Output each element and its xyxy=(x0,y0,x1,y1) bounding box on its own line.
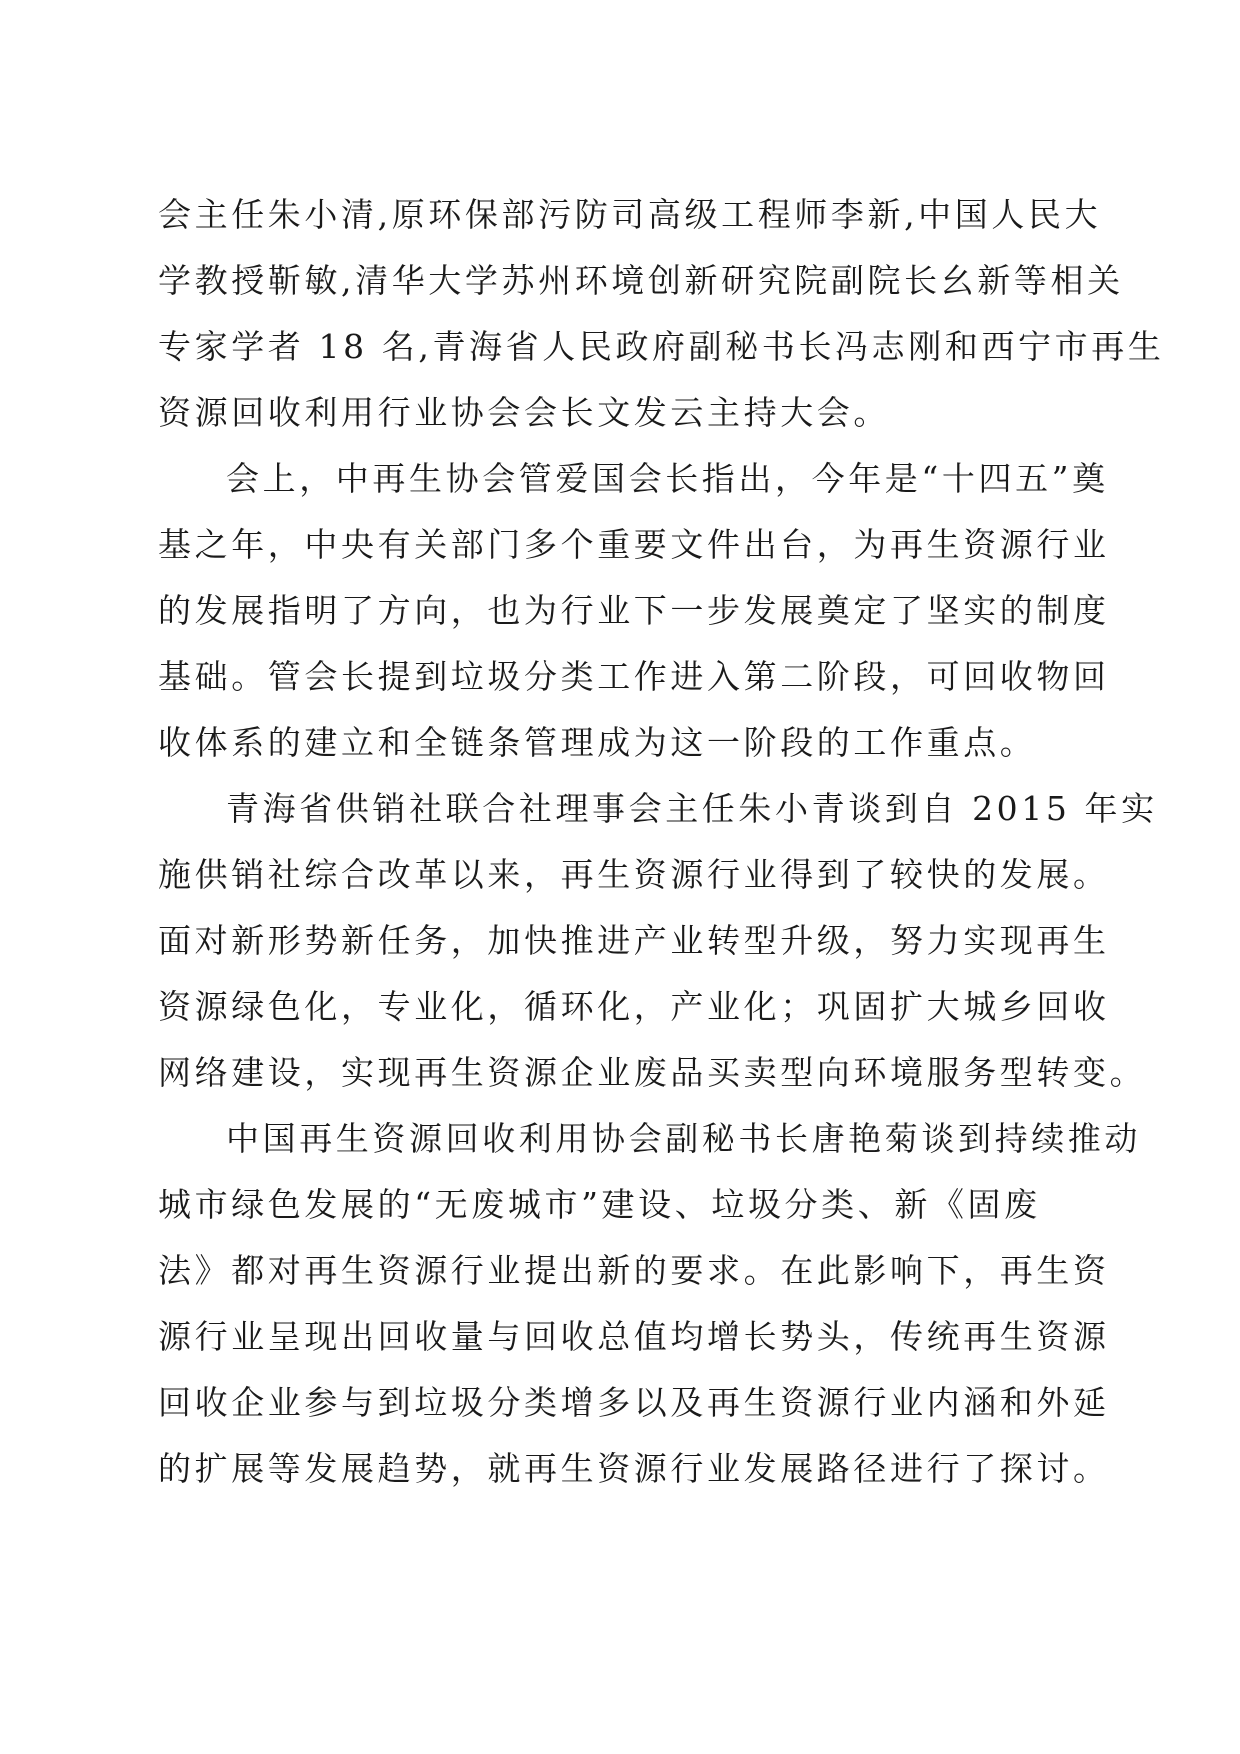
text-line-11: 施供销社综合改革以来，再生资源行业得到了较快的发展。 xyxy=(158,855,1110,894)
text-line-12: 面对新形势新任务，加快推进产业转型升级，努力实现再生 xyxy=(158,921,1110,960)
text-line-19: 回收企业参与到垃圾分类增多以及再生资源行业内涵和外延 xyxy=(158,1383,1110,1422)
text-line-8: 基础。管会长提到垃圾分类工作进入第二阶段，可回收物回 xyxy=(158,657,1110,696)
text-line-6: 基之年，中央有关部门多个重要文件出台，为再生资源行业 xyxy=(158,525,1110,564)
text-line-15: 中国再生资源回收利用协会副秘书长唐艳菊谈到持续推动 xyxy=(226,1119,1141,1158)
text-line-4: 资源回收利用行业协会会长文发云主持大会。 xyxy=(158,393,890,432)
text-line-10: 青海省供销社联合社理事会主任朱小青谈到自 2015 年实 xyxy=(226,789,1158,828)
text-line-17: 法》都对再生资源行业提出新的要求。在此影响下，再生资 xyxy=(158,1251,1110,1290)
text-line-2: 学教授靳敏,清华大学苏州环境创新研究院副院长幺新等相关 xyxy=(158,261,1124,300)
text-line-14: 网络建设，实现再生资源企业废品买卖型向环境服务型转变。 xyxy=(158,1053,1147,1092)
text-line-18: 源行业呈现出回收量与回收总值均增长势头，传统再生资源 xyxy=(158,1317,1110,1356)
text-line-13: 资源绿色化，专业化，循环化，产业化；巩固扩大城乡回收 xyxy=(158,987,1110,1026)
text-line-16: 城市绿色发展的“无废城市”建设、垃圾分类、新《固废 xyxy=(158,1185,1041,1224)
text-line-7: 的发展指明了方向，也为行业下一步发展奠定了坚实的制度 xyxy=(158,591,1110,630)
text-line-5: 会上，中再生协会管爱国会长指出，今年是“十四五”奠 xyxy=(226,459,1109,498)
text-line-3: 专家学者 18 名,青海省人民政府副秘书长冯志刚和西宁市再生 xyxy=(158,327,1165,366)
text-line-9: 收体系的建立和全链条管理成为这一阶段的工作重点。 xyxy=(158,723,1037,762)
text-line-20: 的扩展等发展趋势，就再生资源行业发展路径进行了探讨。 xyxy=(158,1449,1110,1488)
text-line-1: 会主任朱小清,原环保部污防司高级工程师李新,中国人民大 xyxy=(158,195,1102,234)
